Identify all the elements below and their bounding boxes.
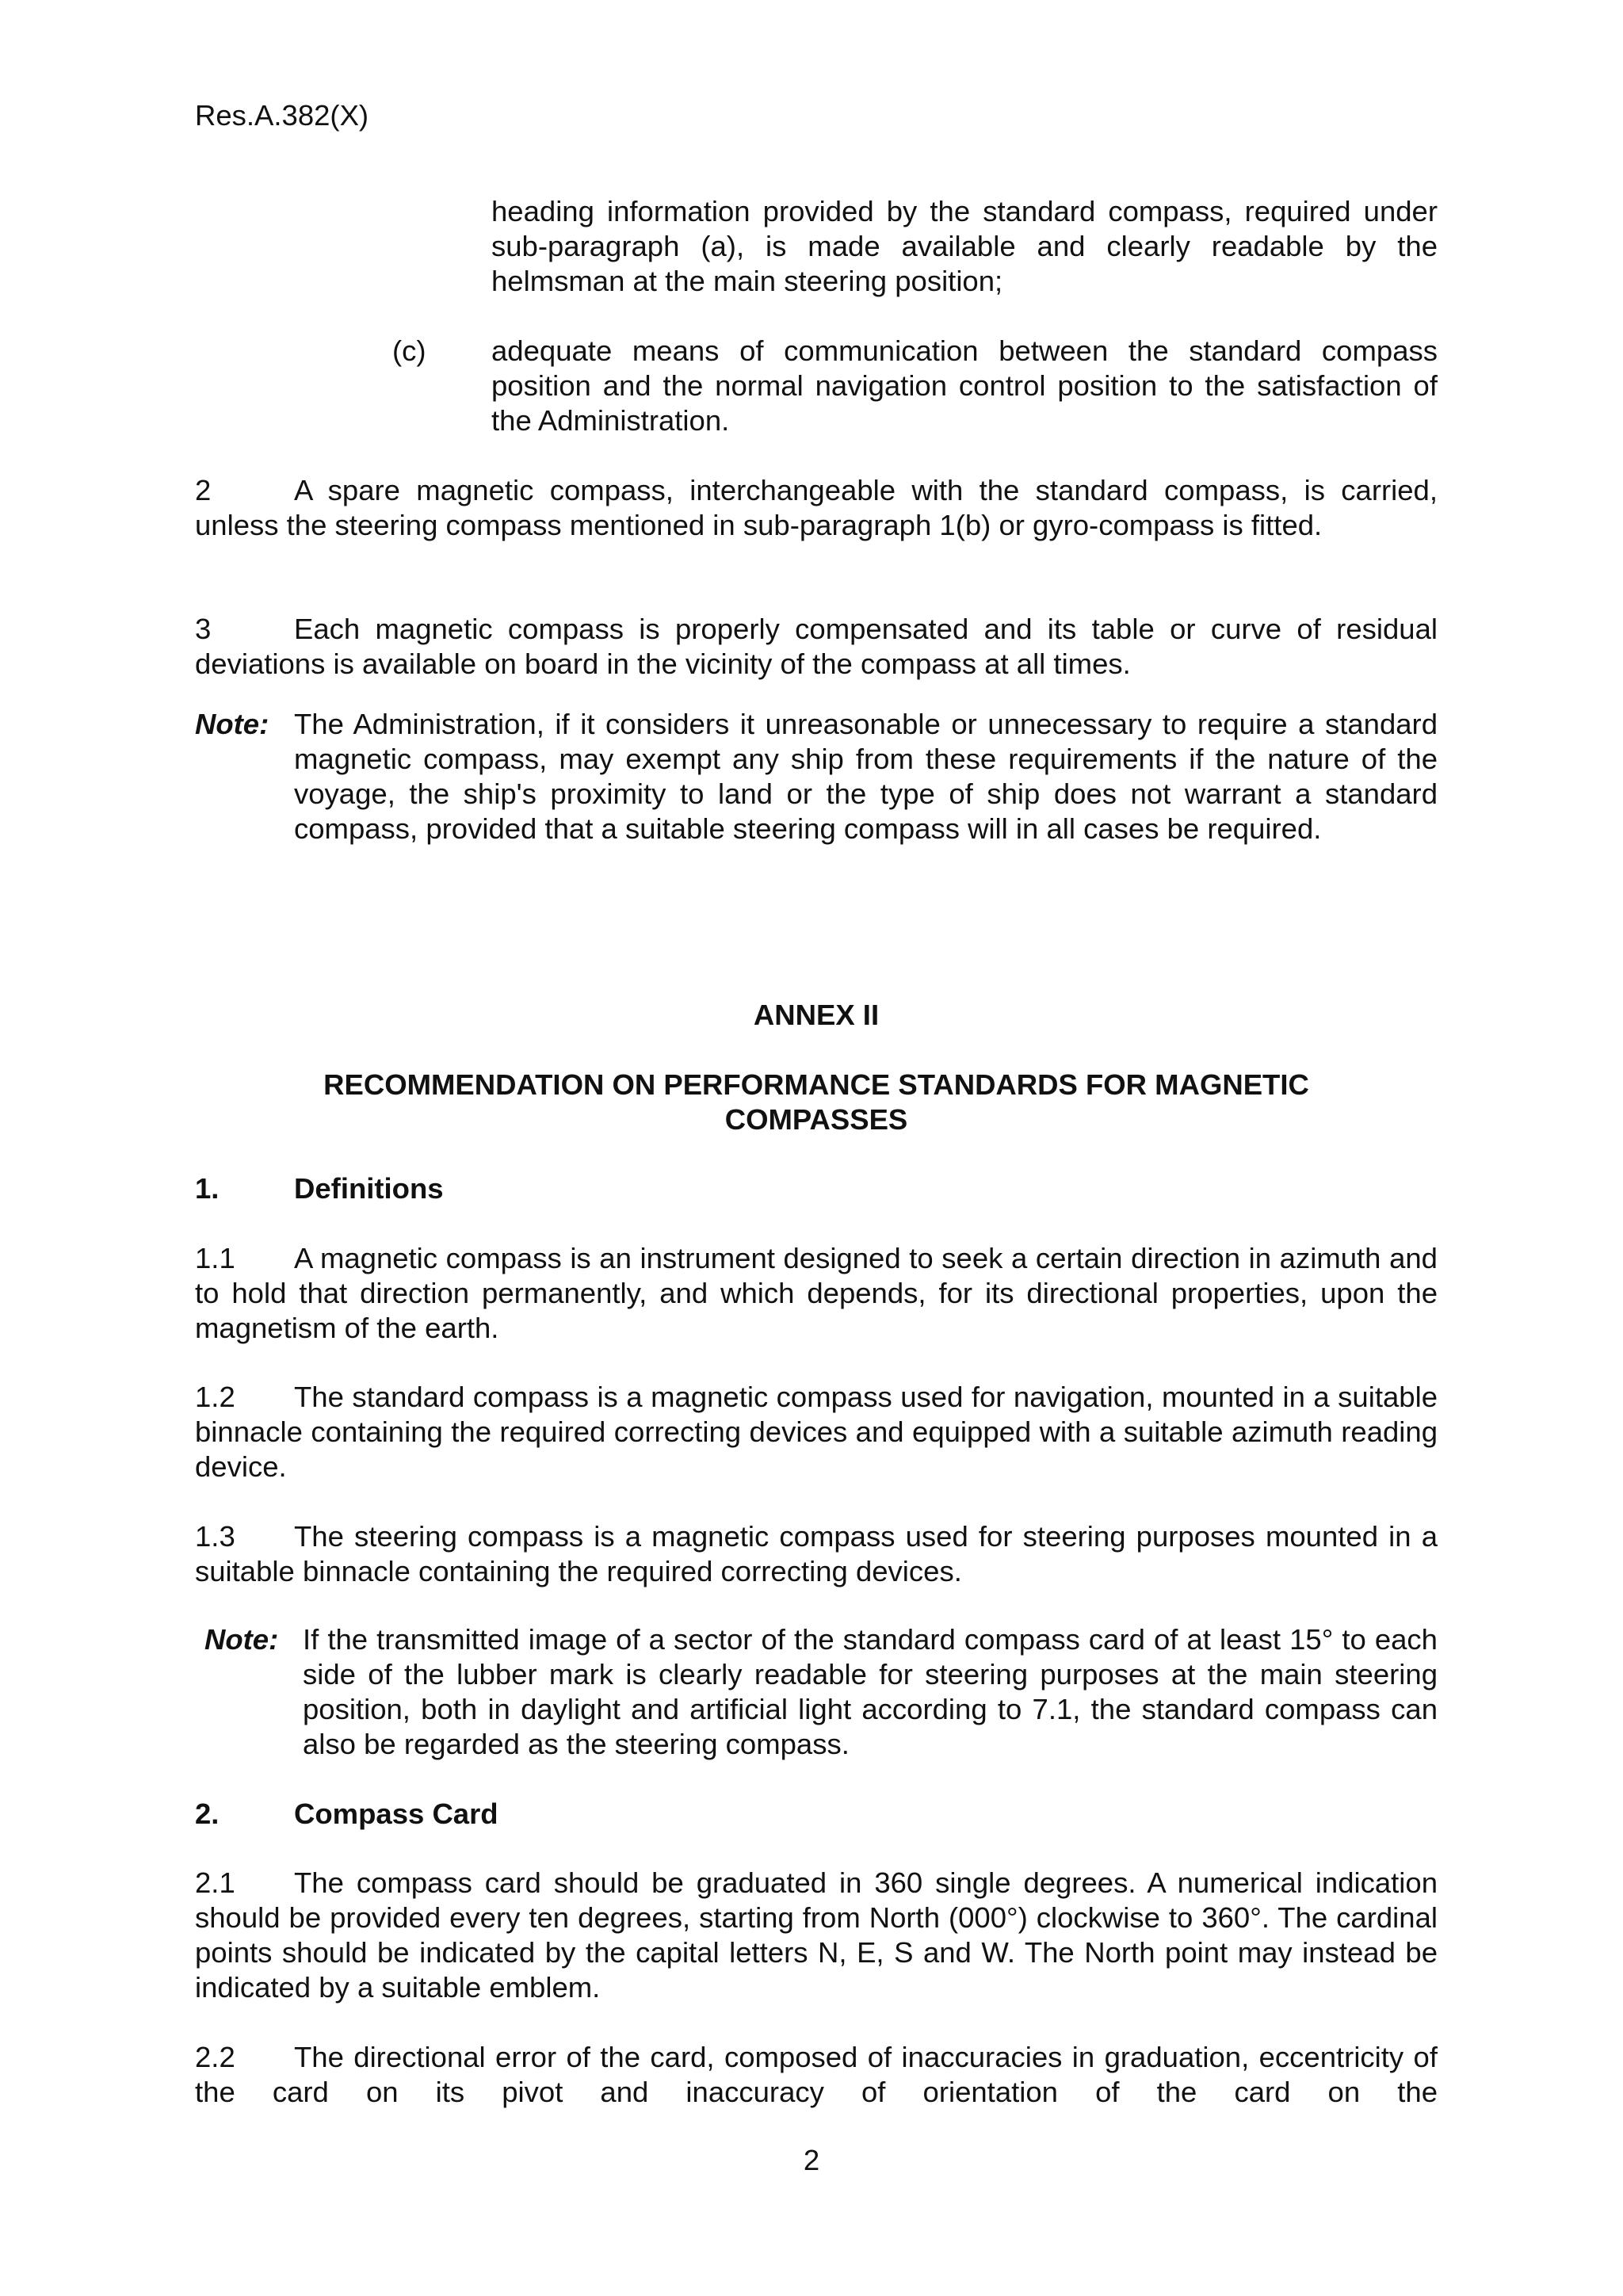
paragraph-1-1-text: A magnetic compass is an instrument designed to seek a certain direction in azimuth and to hold that direction permanently, and which depends, for its directional properties, upon the magnetism of the earth. [195,1242,1438,1344]
paragraph-2-2-number: 2.2 [195,2041,235,2073]
subparagraph-c-text: adequate means of communication between the standard compass position and the normal navigation control position to the satisfaction of the Administration. [491,334,1438,437]
subparagraph-b-continuation: heading information provided by the standard compass, required under sub-paragraph (a), is made available and clearly readable by the helmsman at the main steering position; [491,195,1438,297]
section-1-title: Definitions [294,1172,444,1205]
paragraph-2-1-text: The compass card should be graduated in 360 single degrees. A numerical indication should be provided every ten degrees, starting from North (000°) clockwise to 360°. The cardinal points should be indicated by the capital letters N, E, S and W. The North point may instead be indicated by a suitable emblem. [195,1866,1438,2004]
page-number: 2 [803,2144,820,2176]
paragraph-1-1-number: 1.1 [195,1242,235,1274]
annex-title: ANNEX II [753,999,880,1031]
paragraph-2 [195,473,1438,543]
section-1-number: 1. [195,1172,220,1205]
paragraph-1-3-text: The steering compass is a magnetic compass used for steering purposes mounted in a suitable binnacle containing the required correcting devices. [195,1520,1438,1587]
paragraph-2-number: 2 [195,474,212,506]
document-reference: Res.A.382(X) [195,99,369,132]
paragraph-2-text: A spare magnetic compass, interchangeable with the standard compass, is carried, unless the steering compass mentioned in sub-paragraph 1(b) or gyro-compass is fitted. [195,474,1438,541]
paragraph-1-3-number: 1.3 [195,1520,235,1553]
paragraph-2-1 [195,1866,1438,2005]
paragraph-1-3 [195,1519,1438,1589]
paragraph-3-number: 3 [195,613,212,645]
paragraph-2-1-number: 2.1 [195,1866,235,1899]
paragraph-1-2 [195,1380,1438,1484]
annex-subtitle-line-1: RECOMMENDATION ON PERFORMANCE STANDARDS FOR MAGNETIC [323,1068,1309,1101]
note-2-label: Note: [204,1623,279,1656]
section-2-title: Compass Card [294,1797,498,1830]
paragraph-1-2-number: 1.2 [195,1381,235,1413]
paragraph-1-1 [195,1241,1438,1346]
paragraph-3 [195,612,1438,682]
subparagraph-c-label: (c) [392,334,426,367]
paragraph-3-text: Each magnetic compass is properly compensated and its table or curve of residual deviations is available on board in the vicinity of the compass at all times. [195,613,1438,680]
note-2-text: If the transmitted image of a sector of the standard compass card of at least 15° to each side of the lubber mark is clearly readable for steering purposes at the main steering position, both in daylight and artificial light according to 7.1, the standard compass can also be regarded as the steering compass. [303,1623,1438,1760]
section-2-number: 2. [195,1797,220,1830]
paragraph-1-2-text: The standard compass is a magnetic compass used for navigation, mounted in a suitable binnacle containing the required correcting devices and equipped with a suitable azimuth reading device. [195,1381,1438,1483]
paragraph-2-2-text: The directional error of the card, composed of inaccuracies in graduation, eccentricity of the card on its pivot and inaccuracy of orientation of the card on the [195,2041,1438,2108]
annex-subtitle-line-2: COMPASSES [724,1103,908,1136]
paragraph-2-2 [195,2040,1438,2110]
note-1-label: Note: [195,708,269,740]
note-1-text: The Administration, if it considers it unreasonable or unnecessary to require a standard magnetic compass, may exempt any ship from these requirements if the nature of the voyage, the ship's proximity to land or the type of ship does not warrant a standard compass, provided that a suitable steering compass will in all cases be required. [294,708,1438,845]
